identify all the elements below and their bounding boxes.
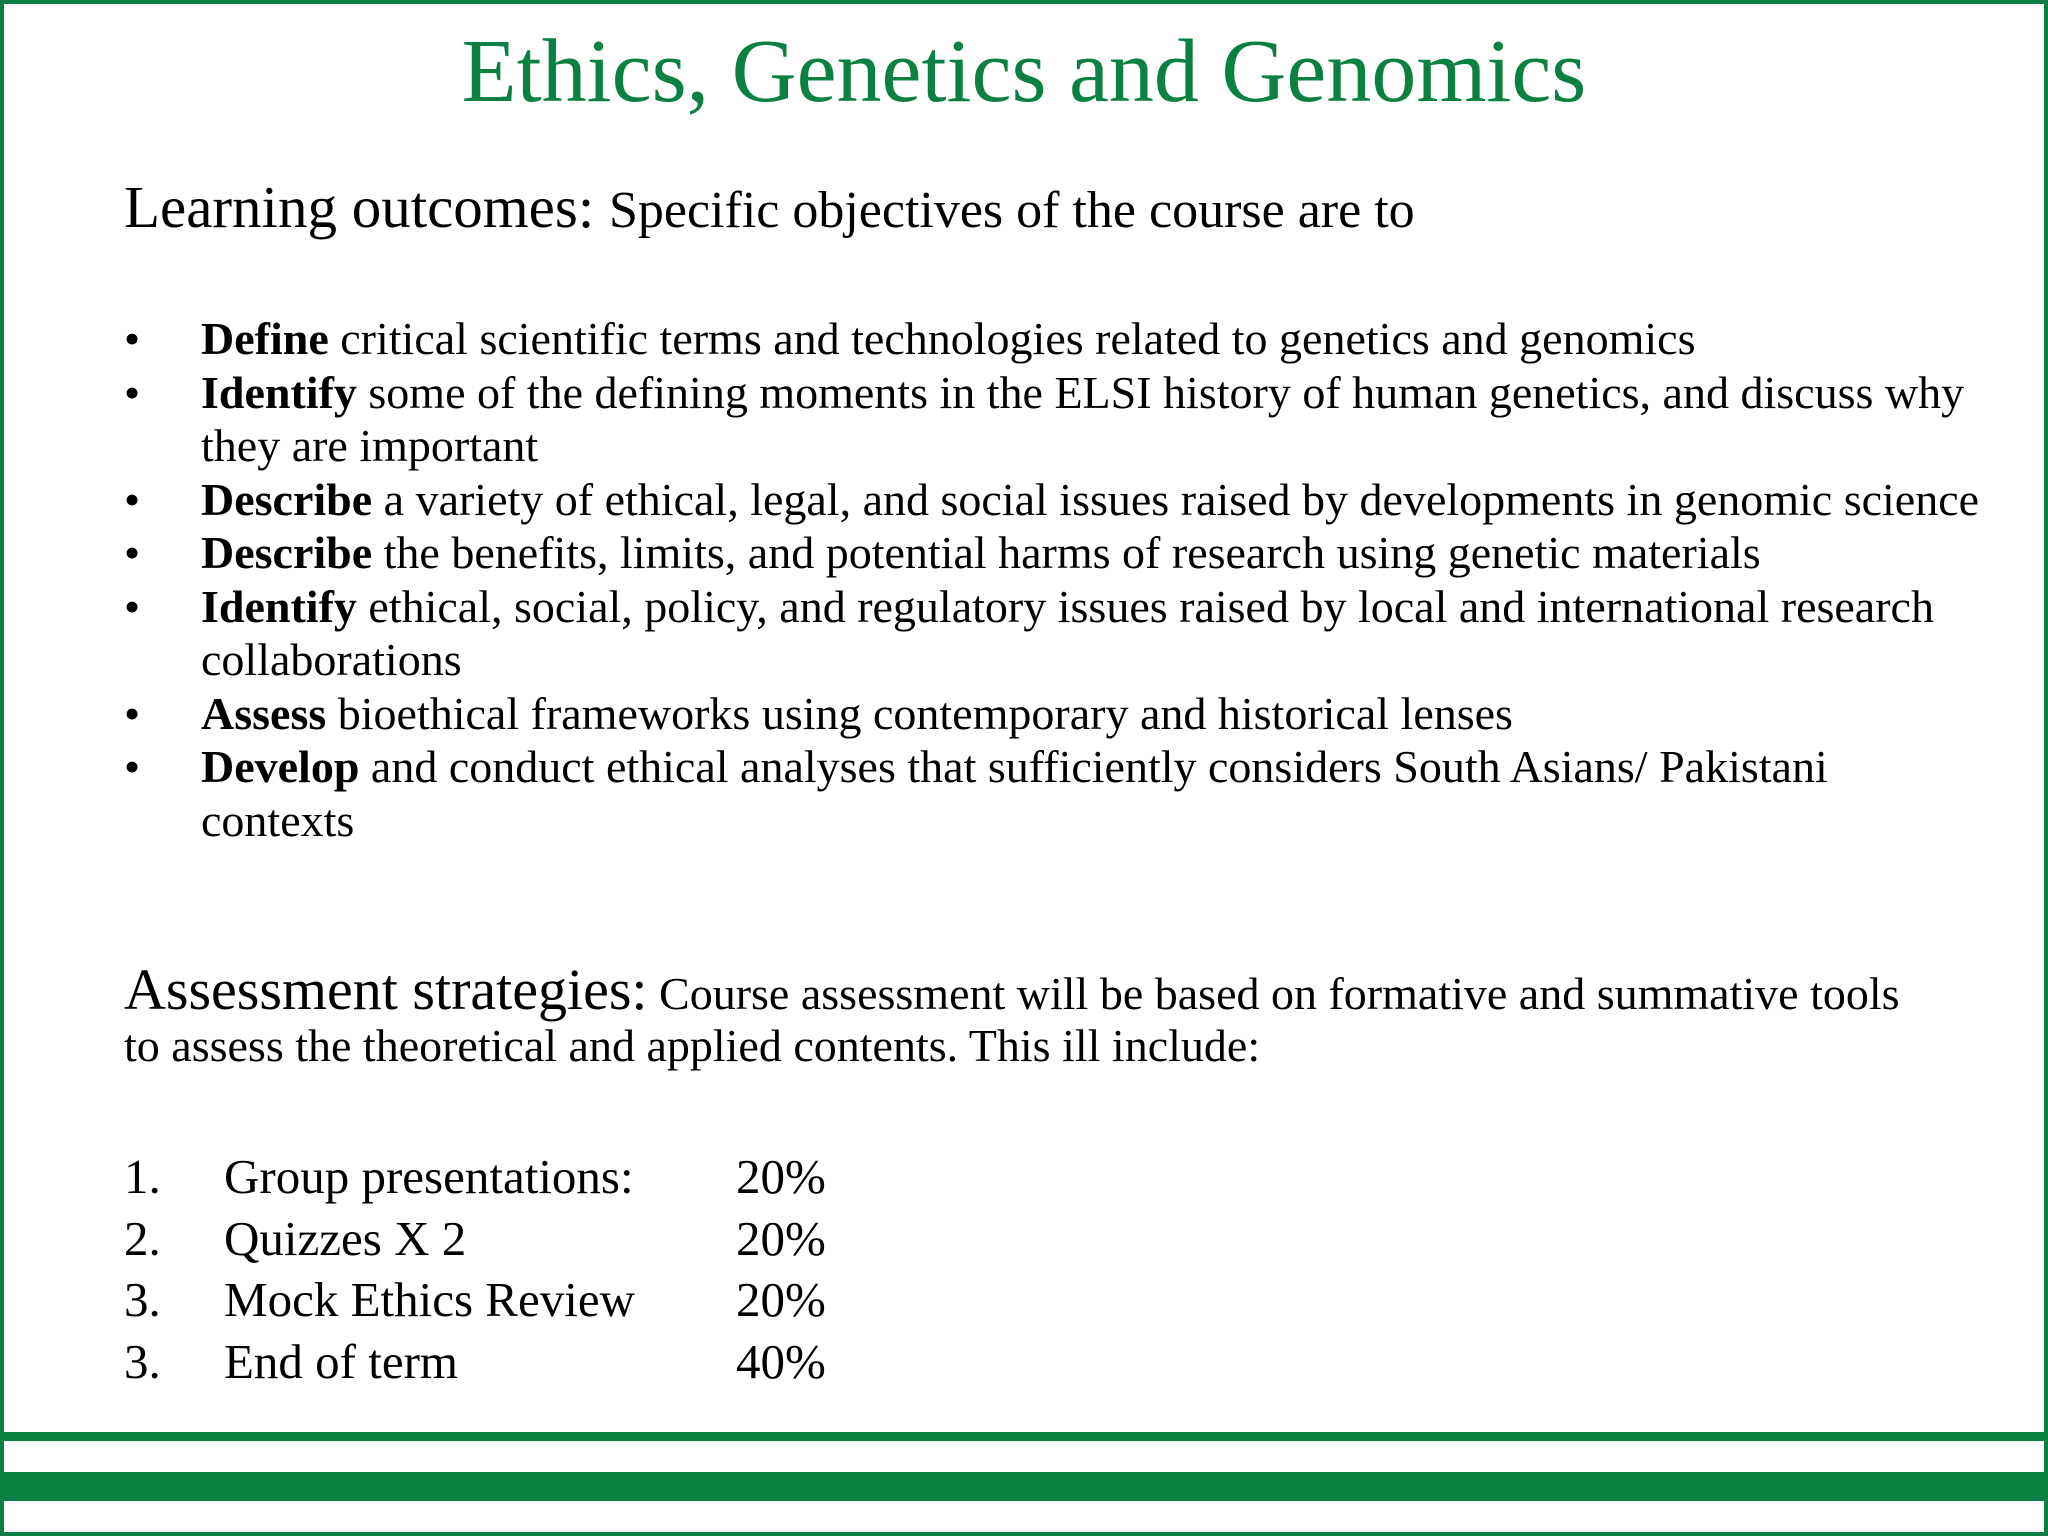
outcome-verb: Describe xyxy=(201,473,373,525)
list-item xyxy=(124,1208,924,1270)
item-number: 3. xyxy=(124,1333,161,1389)
list-item xyxy=(124,1269,924,1331)
item-weight: 20% xyxy=(736,1210,826,1266)
bullet-icon: • xyxy=(124,527,141,578)
list-item xyxy=(124,1331,924,1393)
list-item xyxy=(124,473,1984,527)
item-number: 3. xyxy=(124,1272,161,1327)
outcome-verb: Identify xyxy=(201,580,357,632)
learning-outcomes-heading xyxy=(124,172,1415,246)
assessment-intro: Course assessment will be based on formative and summative tools to assess the theoretical and applied contents. This ill include: xyxy=(124,968,1900,1071)
slide-title: Ethics, Genetics and Genomics xyxy=(461,22,1587,121)
outcome-verb: Identify xyxy=(201,366,357,418)
footer-divider-thick xyxy=(0,1472,2048,1501)
bullet-icon: • xyxy=(124,473,141,525)
item-number: 2. xyxy=(124,1210,161,1266)
learning-outcomes-intro: Specific objectives of the course are to xyxy=(608,182,1415,239)
outcome-text: and conduct ethical analyses that sufficiently considers South Asians/ Pakistani contexts xyxy=(201,741,1828,846)
item-label: End of term xyxy=(224,1333,459,1389)
item-weight: 40% xyxy=(736,1333,826,1389)
outcome-verb: Define xyxy=(201,313,329,364)
item-label: Mock Ethics Review xyxy=(224,1272,635,1327)
bullet-icon: • xyxy=(124,313,141,364)
bullet-icon: • xyxy=(124,741,141,792)
bullet-icon: • xyxy=(124,580,141,632)
learning-outcomes-list xyxy=(124,312,1984,847)
item-label: Quizzes X 2 xyxy=(224,1210,467,1266)
bullet-icon: • xyxy=(124,366,141,418)
item-number: 1. xyxy=(124,1149,161,1204)
item-weight: 20% xyxy=(736,1272,826,1327)
outcome-text: some of the defining moments in the ELSI history of human genetics, and discuss why they are important xyxy=(201,366,1965,471)
list-item xyxy=(124,366,1984,473)
list-item xyxy=(124,580,1984,687)
item-weight: 20% xyxy=(736,1149,826,1204)
outcome-text: bioethical frameworks using contemporary and historical lenses xyxy=(337,687,1513,739)
list-item xyxy=(124,1146,924,1208)
outcome-verb: Develop xyxy=(201,741,360,792)
list-item xyxy=(124,526,1984,580)
outcome-text: a variety of ethical, legal, and social issues raised by developments in genomic science xyxy=(383,473,1980,525)
outcome-verb: Assess xyxy=(201,687,327,739)
item-label: Group presentations: xyxy=(224,1149,634,1204)
assessment-list xyxy=(124,1146,924,1392)
outcome-text: critical scientific terms and technologies related to genetics and genomics xyxy=(340,313,1696,364)
footer-divider-thin xyxy=(0,1432,2048,1441)
assessment-label: Assessment strategies: xyxy=(124,957,648,1022)
list-item xyxy=(124,687,1984,741)
bullet-icon: • xyxy=(124,687,141,739)
learning-outcomes-label: Learning outcomes: xyxy=(124,174,595,240)
list-item xyxy=(124,740,1984,847)
assessment-heading xyxy=(124,957,1904,1072)
outcome-verb: Describe xyxy=(201,527,373,578)
outcome-text: the benefits, limits, and potential harms of research using genetic materials xyxy=(383,527,1761,578)
list-item xyxy=(124,312,1984,366)
outcome-text: ethical, social, policy, and regulatory issues raised by local and international research collaborations xyxy=(201,580,1934,685)
